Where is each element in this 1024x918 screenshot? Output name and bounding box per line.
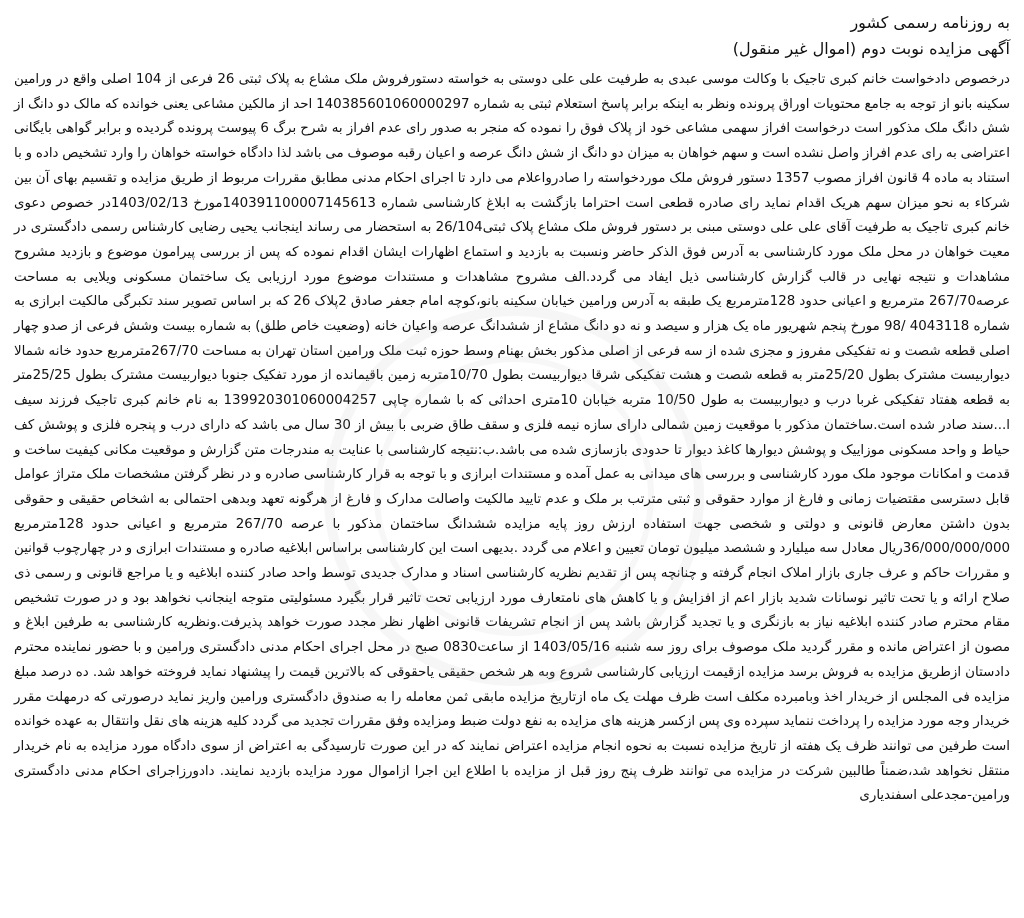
notice-page <box>14 6 1010 912</box>
notice-body: درخصوص دادخواست خانم کبری تاجیک با وکالت موسی عبدی به طرفیت علی علی دوستی به خواسته دستورفروش ملک مشاع به پلاک ثبتی 26 فرعی از 104 اصلی واقع در ورامین سکینه بانو از توجه به جامع محتویات اوراق پرونده ونظر به اینکه برابر پاسخ استعلام ثبتی به شماره 140385601060000297 احد از مالکین مشاعی یعنی خوانده که مالک دو دانگ از شش دانگ ملک مذکور است درخواست افراز سهمی مشاعی خود از پلاک فوق را نموده که منجر به صدور رای عدم افراز به شرح برگ 6 پیوست پرونده گردیده و برابر گواهی بایگانی اعتراضی به رای عدم افراز واصل نشده است و سهم خواهان به میزان دو دانگ از شش دانگ عرصه و اعیان رقبه موصوف می باشد لذا دادگاه خواسته خواهان را وارد تشخیص داده و با استناد به ماده 4 قانون افراز مصوب 1357 دستور فروش ملک موردخواسته را صادرواعلام می دارد تا اجرای احکام مدنی مطابق مقررات مربوط از طریق مزایده و تقسیم بهای آن بین شرکاء به نحو میزان سهم هریک اقدام نماید رای صادره قطعی است احتراما بازگشت به ابلاغ کارشناسی شماره 140391100007145613مورخ 1403/02/13در خصوص دعوی خانم کبری تاجیک به طرفیت آقای علی علی دوستی مبنی بر دستور فروش ملک مشاع پلاک ثبتی26/104 به استحضار می رساند اینجانب یحیی رضایی کارشناس رسمی دادگستری در معیت خواهان در محل ملک مورد کارشناسی به آدرس فوق الذکر حاضر ونسبت به بازدید و استماع اظهارات ایشان اقدام نموده که پس از بررسی پیرامون موضوع و بازدید مشروح مشاهدات و نتیجه نهایی در قالب گزارش کارشناسی ذیل ایفاد می گردد.الف مشروح مشاهدات و مستندات موضوع مورد ارزیابی یک ساختمان مسکونی ویلایی به مساحت عرصه267/70 مترمربع و اعیانی حدود 128مترمربع یک طبقه به آدرس ورامین خیابان سکینه بانو،کوچه امام جعفر صادق 2پلاک 26 که بر اساس تصویر سند تکبرگی مالکیت ابرازی به شماره 4043118 /98 مورخ پنجم شهریور ماه یک هزار و سیصد و نه دو دانگ مشاع از ششدانگ عرصه واعیان خانه (وضعیت خاص طلق) به شماره بیست وشش فرعی از صدو چهار اصلی قطعه شصت و نه تفکیکی مفروز و مجزی شده از سه فرعی از اصلی مذکور بخش بهنام وسط حوزه ثبت ملک ورامین استان تهران به مساحت 267/70مترمربع حدود خانه شمالا دیواربیست مشترک بطول 25/20متر به قطعه شصت و هشت تفکیکی شرقا دیواربیست بطول 10/70متربه زمین باقیمانده از مورد تفکیک جنوبا دیواربیست مشترک بطول 25/25متر به قطعه هفتاد تفکیکی غربا درب و دیواربیست به طول 10/50 متربه خیابان 10متری احداثی که با شماره چاپی 139920301060004257 به نام خانم کبری تاجیک فرزند سیف ا...سند صادر شده است.ساختمان مذکور با موقعیت زمین شمالی دارای سازه نیمه فلزی و سقف طاق ضربی با بیش از 30 سال می باشد که دارای درب و پنجره فلزی و پوشش کف حیاط و واحد مسکونی موزاییک و پوشش دیوارها کاغذ دیوار تا حدودی بازسازی شده می باشد.ب:نتیجه کارشناسی با عنایت به مندرجات متن گزارش و موقعیت مکانی کیفیت ساخت و قدمت و امکانات موجود ملک مورد کارشناسی و بررسی های میدانی به عمل آمده و مستندات ابرازی و با توجه به قرار کارشناسی صادره و در نظر گرفتن مشخصات ملک متراژ عوامل قابل دسترسی مقتضیات زمانی و فارغ از موارد حقوقی و ثبتی مترتب بر ملک و عدم تایید مالکیت واصالت مدارک و فارغ از هرگونه تعهد وبدهی احتمالی به اشخاص حقیقی و حقوقی بدون داشتن معارض قانونی و دولتی و شخصی جهت استفاده ارزش روز پایه مزایده ششدانگ ساختمان مذکور با عرصه 267/70 مترمربع و اعیانی حدود 128مترمربع 36/000/000/000ریال معادل سه میلیارد و ششصد میلیون تومان تعیین و اعلام می گردد .بدیهی است این کارشناسی براساس ابلاغیه صادره و مستندات ابرازی و در چهارچوب قوانین و مقررات حاکم و عرف جاری بازار املاک انجام گرفته و چنانچه پس از تقدیم نظریه کارشناسی اسناد و مدارک جدیدی توسط واحد صادر کننده ابلاغیه و یا مراجع قانونی و رسمی ذی صلاح ارائه و یا تحت تاثیر نوسانات شدید بازار اعم از افزایش و یا کاهش های نامتعارف مورد ارزیابی تحت تاثیر قرار بگیرد مسئولیتی متوجه اینجانب نخواهد بود و در صورت تشخیص مقام محترم صادر کننده ابلاغیه نیاز به بازنگری و یا تجدید گزارش باشد پس از انجام تشریفات قانونی اظهار نظر مجدد صورت خواهد پذیرفت.ونظریه کارشناسی به طرفین ابلاغ و مصون از اعتراض مانده و مقرر گردید ملک موصوف برای روز سه شنبه 1403/05/16 از ساعت0830 صبح در محل اجرای احکام مدنی دادگستری ورامین و با حضور نماینده محترم دادستان ازطریق مزایده به فروش برسد مزایده ازقیمت ارزیابی کارشناسی شروع وبه هر شخص حقیقی یاحقوقی که بالاترین قیمت را پیشنهاد نماید فروخته خواهد شد. ده درصد مبلغ مزایده فی المجلس از خریدار اخذ وبامبرده مکلف است ظرف مهلت یک ماه ازتاریخ مزایده مابقی ثمن معامله را به صندوق دادگستری ورامین واریز نماید درصورتی که درمهلت مقرر خریدار وجه مورد مزایده را پرداخت ننماید سپرده وی پس ازکسر هزینه های مزایده به نفع دولت ضبط ومزایده وفق مقررات تجدید می گردد کلیه هزینه های نقل وانتقال به عهده خوانده است طرفین می توانند ظرف یک هفته از تاریخ مزایده نسبت به نحوه انجام مزایده اعتراض نمایند که در این صورت تارسیدگی به اعتراض از سوی دادگاه مورد مزایده به نام خریدار منتقل نخواهد شد،ضمناً طالبین شرکت در مزایده می توانند ظرف پنج روز قبل از مزایده با اطلاع این اجرا ازاموال مورد مزایده بازدید نمایند. دادورزاجرای احکام مدنی دادگستری ورامین-مجدعلی اسفندیاری <box>14 72 1011 804</box>
newspaper-line: به روزنامه رسمی کشور <box>850 13 1010 32</box>
notice-title: آگهی مزایده نوبت دوم (اموال غیر منقول) <box>732 39 1010 58</box>
